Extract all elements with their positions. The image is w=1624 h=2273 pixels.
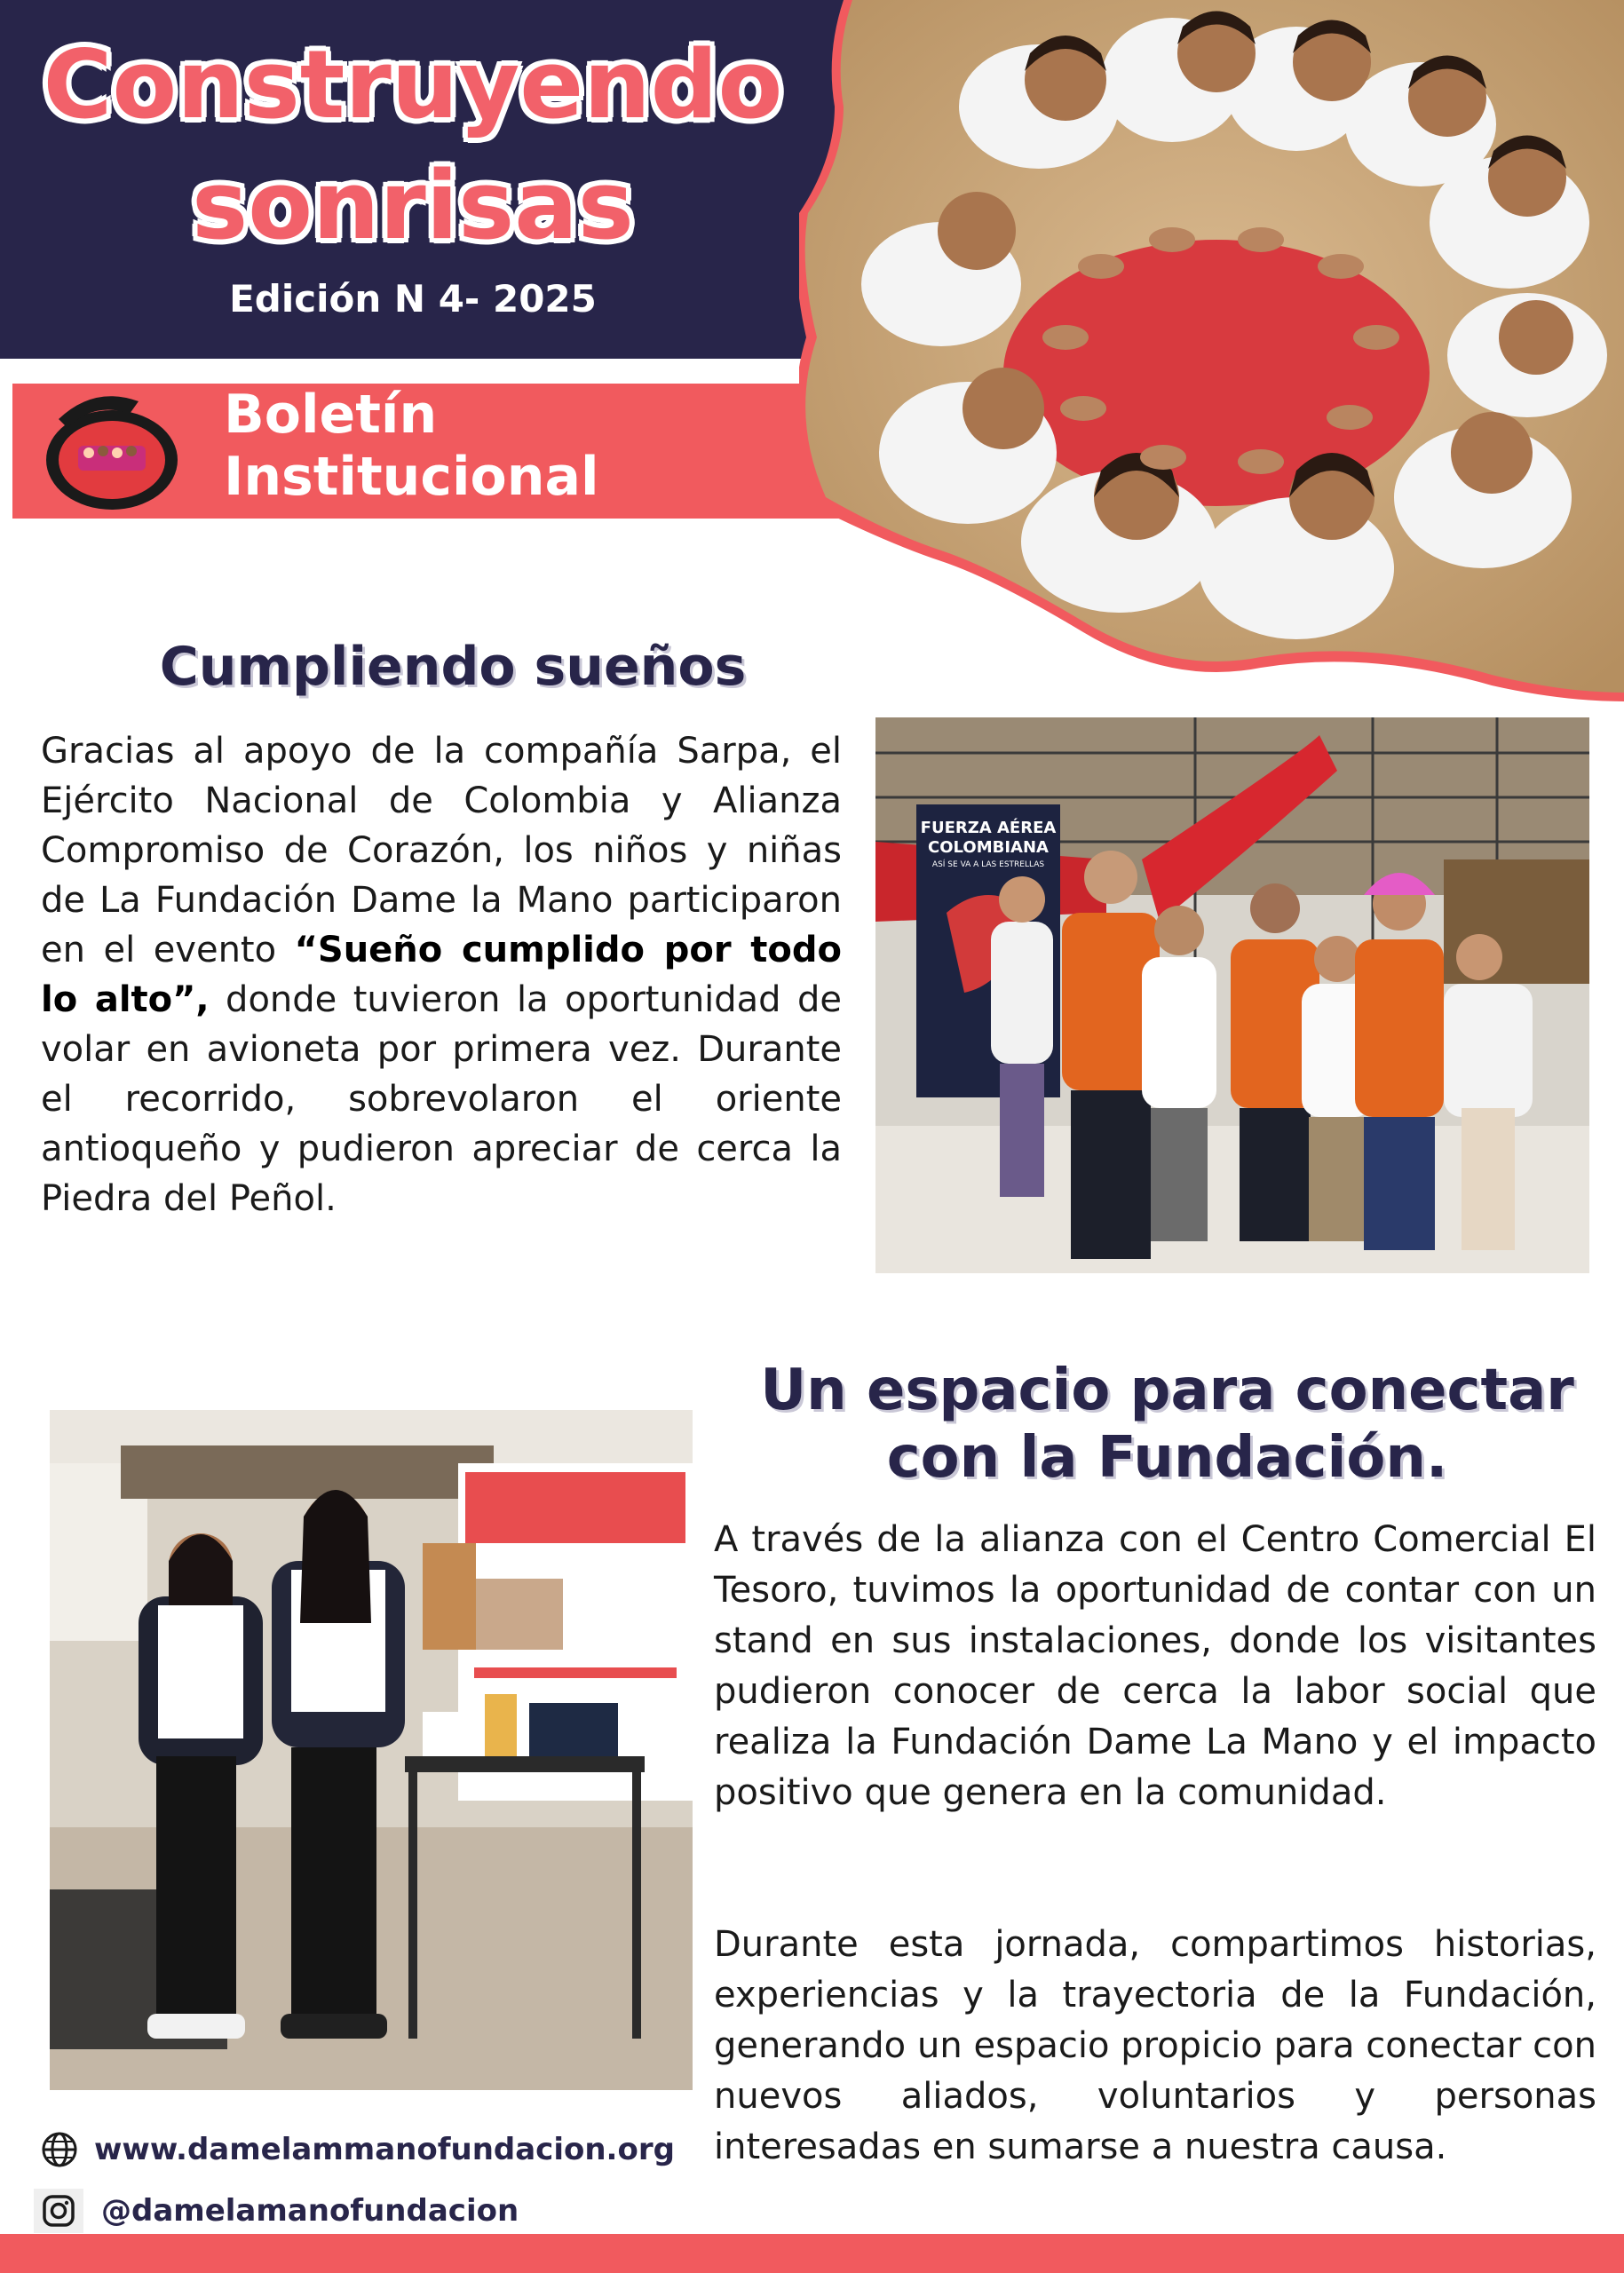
section1-heading: Cumpliendo sueños <box>159 636 747 698</box>
banner-text-line1: FUERZA AÉREA <box>920 819 1057 837</box>
section2-heading <box>710 1357 1624 1492</box>
instagram-handle: @damelamanofundacion <box>101 2193 519 2229</box>
section2-heading-line1: Un espacio para conectar <box>760 1358 1574 1423</box>
instagram-icon <box>41 2193 76 2229</box>
foundation-logo <box>41 384 183 512</box>
section1-text-end: donde tuvieron la oportunidad de volar en avioneta por primera vez. Durante el recorrido, sobrevolaron el oriente antioqueño y pudieron apreciar de cerca la Piedra del Peñol. <box>41 979 843 1219</box>
bulletin-subtitle <box>224 384 599 508</box>
footer-coral-bar <box>0 2234 1624 2273</box>
photo-mall-stand <box>50 1410 693 2090</box>
newsletter-title-line2: sonrisas <box>192 151 634 260</box>
bulletin-subtitle-line1: Boletín <box>224 384 438 446</box>
newsletter-title-line1: Construyendo <box>43 30 783 139</box>
website-link[interactable] <box>41 2127 675 2172</box>
instagram-link[interactable] <box>34 2188 519 2234</box>
banner-text-line2: COLOMBIANA <box>928 838 1049 857</box>
section2-paragraph2: Durante esta jornada, compartimos historias, experiencias y la trayectoria de la Fundación, generando un espacio propicio para conectar con nuevos aliados, voluntarios y personas interesadas en sumarse a nuestra causa. <box>714 1924 1596 2167</box>
section1-text-start: Gracias al apoyo de la compañía Sarpa, el Ejército Nacional de Colombia y Alianza Compromiso de Corazón, los niños y niñas de La Fundación Dame la Mano participaron en el evento <box>41 731 842 970</box>
section1-event-name: “Sueño cumplido por todo lo alto”, <box>41 930 842 1020</box>
photo-air-force-event <box>875 717 1589 1273</box>
globe-icon <box>41 2131 78 2168</box>
hero-photo-children-circle <box>799 0 1624 701</box>
section2-paragraph1: A través de la alianza con el Centro Comercial El Tesoro, tuvimos la oportunidad de contar con un stand en sus instalaciones, donde los visitantes pudieron conocer de cerca la labor social que realiza la Fundación Dame La Mano y el impacto positivo que genera en la comunidad. <box>714 1519 1596 1813</box>
section1-paragraph <box>41 726 842 1224</box>
edition-label: Edición N 4- 2025 <box>229 277 597 321</box>
website-url: www.damelammanofundacion.org <box>94 2132 675 2167</box>
banner-text-line3: ASÍ SE VA A LAS ESTRELLAS <box>931 860 1045 869</box>
section2-heading-line2: con la Fundación. <box>886 1425 1448 1491</box>
bulletin-subtitle-line2: Institucional <box>224 446 599 508</box>
instagram-icon-box <box>34 2189 83 2233</box>
